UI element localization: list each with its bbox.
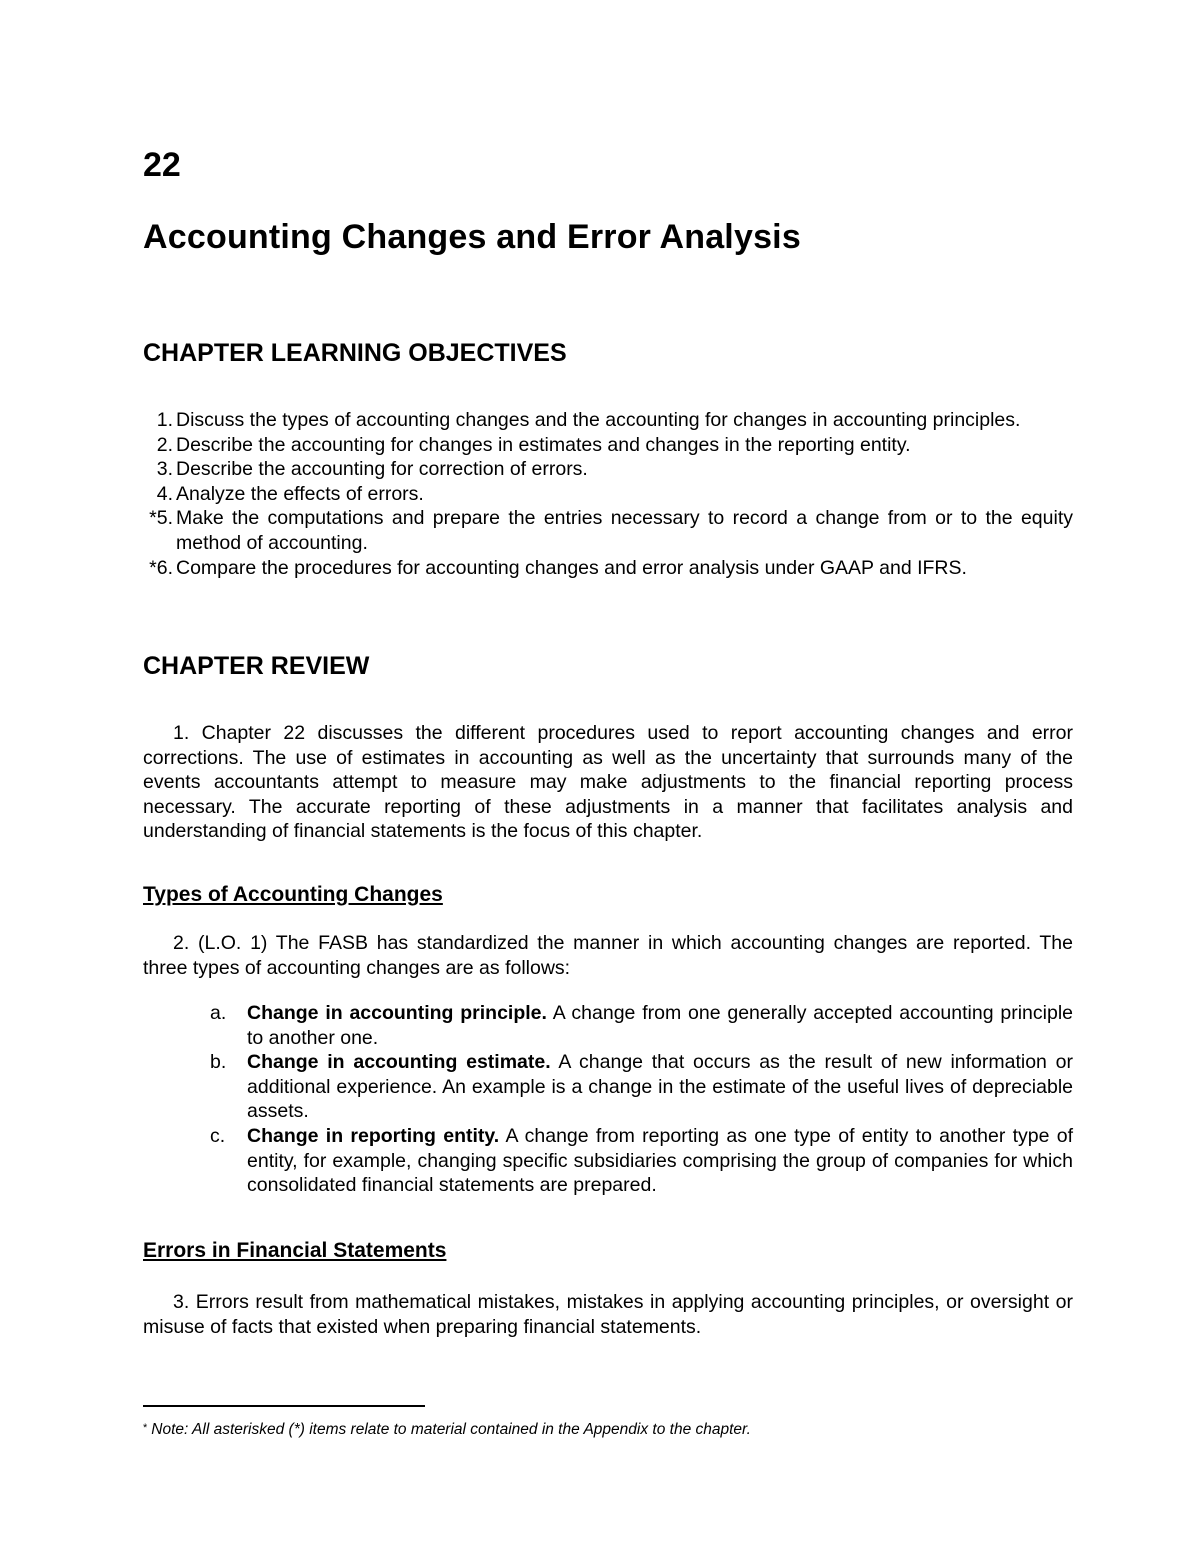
review-paragraph-3-text: 3. Errors result from mathematical mistakes, mistakes in applying accounting principles, or oversight or misuse of facts that existed when preparing financial statements. <box>143 1291 1073 1338</box>
change-type-text: A change from one generally accepted accounting principle to another one. <box>247 1002 1073 1049</box>
objective-number: 1. <box>156 409 173 431</box>
chapter-review-heading: CHAPTER REVIEW <box>143 652 370 680</box>
change-type-term: Change in accounting principle. <box>247 1002 547 1024</box>
objective-number: *5. <box>149 507 173 530</box>
review-paragraph-2-text: 2. (L.O. 1) The FASB has standardized the manner in which accounting changes are reported. The three types of accounting changes are as follows: <box>143 932 1073 979</box>
change-type-letter: a. <box>210 1002 227 1024</box>
objective-item <box>143 408 1073 433</box>
objective-text: Discuss the types of accounting changes and the accounting for changes in accounting principles. <box>176 409 1021 431</box>
chapter-title: Accounting Changes and Error Analysis <box>143 218 801 256</box>
footnote <box>143 1421 751 1439</box>
objective-item <box>143 506 1073 555</box>
objective-text: Analyze the effects of errors. <box>176 482 424 505</box>
objective-number: 3. <box>156 458 173 481</box>
objective-text: Describe the accounting for correction of errors. <box>176 458 588 481</box>
change-type-letter: c. <box>210 1124 226 1147</box>
review-paragraph-1 <box>143 721 1073 844</box>
chapter-number: 22 <box>143 146 181 184</box>
review-paragraph-2 <box>143 931 1073 980</box>
objective-text: Make the computations and prepare the entries necessary to record a change from or to the equity method of accounting. <box>176 507 1073 554</box>
learning-objectives-heading: CHAPTER LEARNING OBJECTIVES <box>143 339 567 367</box>
change-type-letter: b. <box>210 1051 227 1074</box>
objective-number: 4. <box>156 482 173 505</box>
change-type-item <box>210 1124 1073 1198</box>
learning-objectives-list <box>143 408 1073 580</box>
change-type-item <box>210 1001 1073 1050</box>
change-type-text: A change that occurs as the result of new information or additional experience. An example is a change in the estimate of the useful lives of depreciable assets. <box>247 1051 1074 1123</box>
objective-text: Compare the procedures for accounting changes and error analysis under GAAP and IFRS. <box>176 556 967 579</box>
change-type-item <box>210 1050 1073 1124</box>
footnote-divider <box>143 1405 425 1407</box>
types-of-accounting-changes-heading: Types of Accounting Changes <box>143 883 443 906</box>
change-type-term: Change in accounting estimate. <box>247 1051 551 1074</box>
objective-number: 2. <box>156 433 173 456</box>
change-type-text: A change from reporting as one type of entity to another type of entity, for example, changing specific subsidiaries comprising the group of companies for which consolidated financial statements are prepared. <box>247 1124 1073 1197</box>
objective-item <box>143 482 1073 507</box>
footnote-marker: * <box>143 1422 148 1434</box>
review-paragraph-1-text: 1. Chapter 22 discusses the different procedures used to report accounting changes and error corrections. The use of estimates in accounting as well as the uncertainty that surrounds many of the events accountants attempt to measure may make adjustments to the financial reporting process necessary. The accurate reporting of these adjustments in a manner that facilitates analysis and understanding of financial statements is the focus of this chapter. <box>143 722 1073 843</box>
objective-text: Describe the accounting for changes in estimates and changes in the reporting entity. <box>176 433 911 456</box>
accounting-change-types-list <box>210 1001 1073 1198</box>
review-paragraph-3 <box>143 1290 1073 1339</box>
change-type-term: Change in reporting entity. <box>247 1124 500 1147</box>
objective-item <box>143 457 1073 482</box>
footnote-text: Note: All asterisked (*) items relate to material contained in the Appendix to the chapter. <box>151 1421 751 1438</box>
objective-number: *6. <box>149 556 173 579</box>
errors-in-financial-statements-heading: Errors in Financial Statements <box>143 1239 447 1262</box>
objective-item <box>143 556 1073 581</box>
objective-item <box>143 433 1073 458</box>
